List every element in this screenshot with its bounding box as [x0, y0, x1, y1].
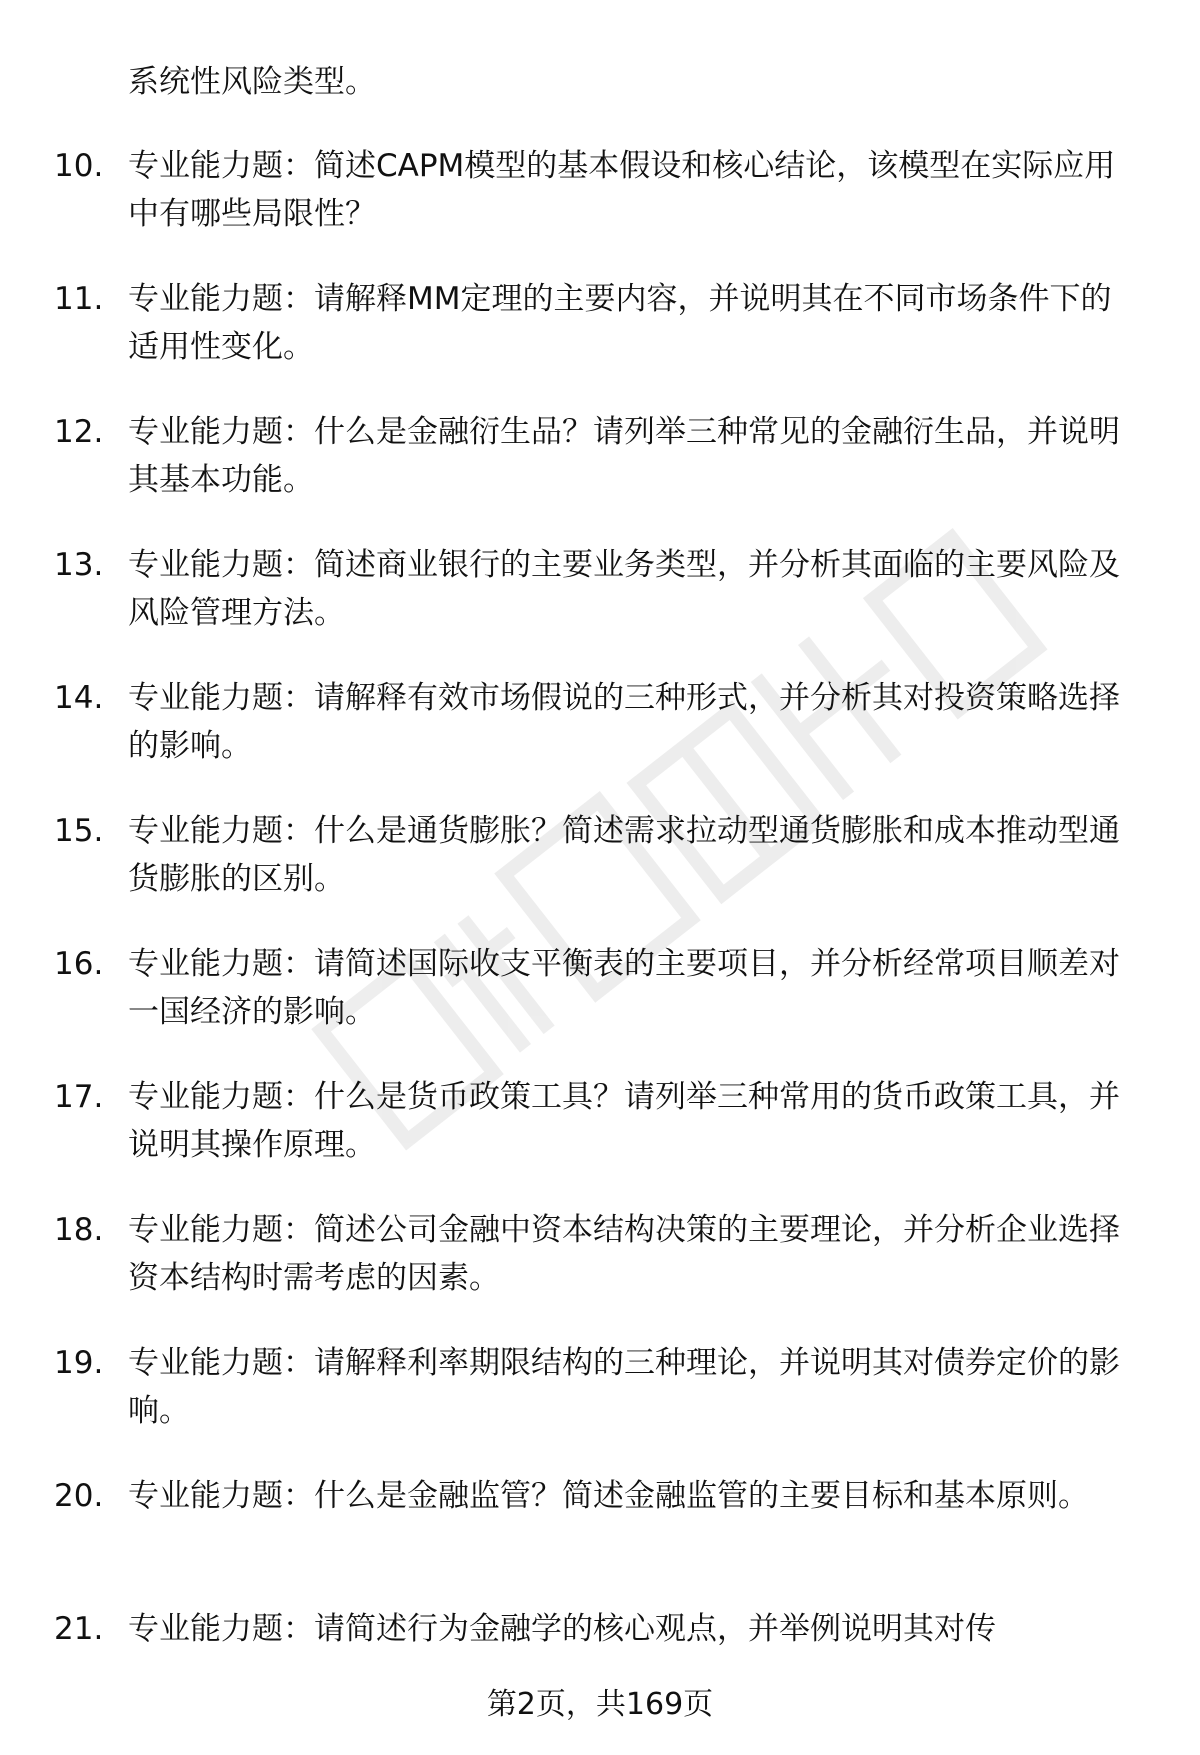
- question-text: 专业能力题：简述公司金融中资本结构决策的主要理论，并分析企业选择资本结构时需考虑的因素。: [128, 1212, 1120, 1296]
- question-number: 11.: [54, 281, 104, 317]
- question-list: [0, 142, 1200, 1738]
- question-number: 17.: [54, 1079, 104, 1115]
- question-text: 专业能力题：请解释利率期限结构的三种理论，并说明其对债券定价的影响。: [128, 1345, 1120, 1429]
- page-indicator: 第2页，共169页: [486, 1687, 714, 1722]
- question-text: 专业能力题：请解释MM定理的主要内容，并说明其在不同市场条件下的适用性变化。: [128, 281, 1112, 365]
- question-number: 12.: [54, 414, 104, 450]
- question-item: [0, 541, 1200, 674]
- question-number: 20.: [54, 1478, 104, 1514]
- question-item: [0, 408, 1200, 541]
- question-number: 16.: [54, 946, 104, 982]
- question-text: 专业能力题：请简述行为金融学的核心观点，并举例说明其对传: [128, 1611, 996, 1647]
- question-text: 专业能力题：什么是货币政策工具？请列举三种常用的货币政策工具，并说明其操作原理。: [128, 1079, 1120, 1163]
- question-item: [0, 1472, 1200, 1605]
- question-item: [0, 142, 1200, 275]
- question-text: 专业能力题：请简述国际收支平衡表的主要项目，并分析经常项目顺差对一国经济的影响。: [128, 946, 1120, 1030]
- question-number: 13.: [54, 547, 104, 583]
- question-item: [0, 1073, 1200, 1206]
- question-text: 专业能力题：什么是金融衍生品？请列举三种常见的金融衍生品，并说明其基本功能。: [128, 414, 1120, 498]
- question-number: 19.: [54, 1345, 104, 1381]
- continuation-text: 系统性风险类型。: [128, 64, 376, 100]
- question-text: 专业能力题：简述CAPM模型的基本假设和核心结论，该模型在实际应用中有哪些局限性？: [128, 148, 1116, 232]
- question-text: 专业能力题：什么是通货膨胀？简述需求拉动型通货膨胀和成本推动型通货膨胀的区别。: [128, 813, 1120, 897]
- question-text: 专业能力题：请解释有效市场假说的三种形式，并分析其对投资策略选择的影响。: [128, 680, 1120, 764]
- question-item: [0, 275, 1200, 408]
- question-item: [0, 674, 1200, 807]
- question-item: [0, 807, 1200, 940]
- question-number: 14.: [54, 680, 104, 716]
- question-text: 专业能力题：什么是金融监管？简述金融监管的主要目标和基本原则。: [128, 1478, 1089, 1514]
- question-number: 15.: [54, 813, 104, 849]
- question-number: 21.: [54, 1611, 104, 1647]
- question-number: 18.: [54, 1212, 104, 1248]
- question-item: [0, 940, 1200, 1073]
- question-item: [0, 1339, 1200, 1472]
- question-item: [0, 1206, 1200, 1339]
- question-text: 专业能力题：简述商业银行的主要业务类型，并分析其面临的主要风险及风险管理方法。: [128, 547, 1120, 631]
- question-number: 10.: [54, 148, 104, 184]
